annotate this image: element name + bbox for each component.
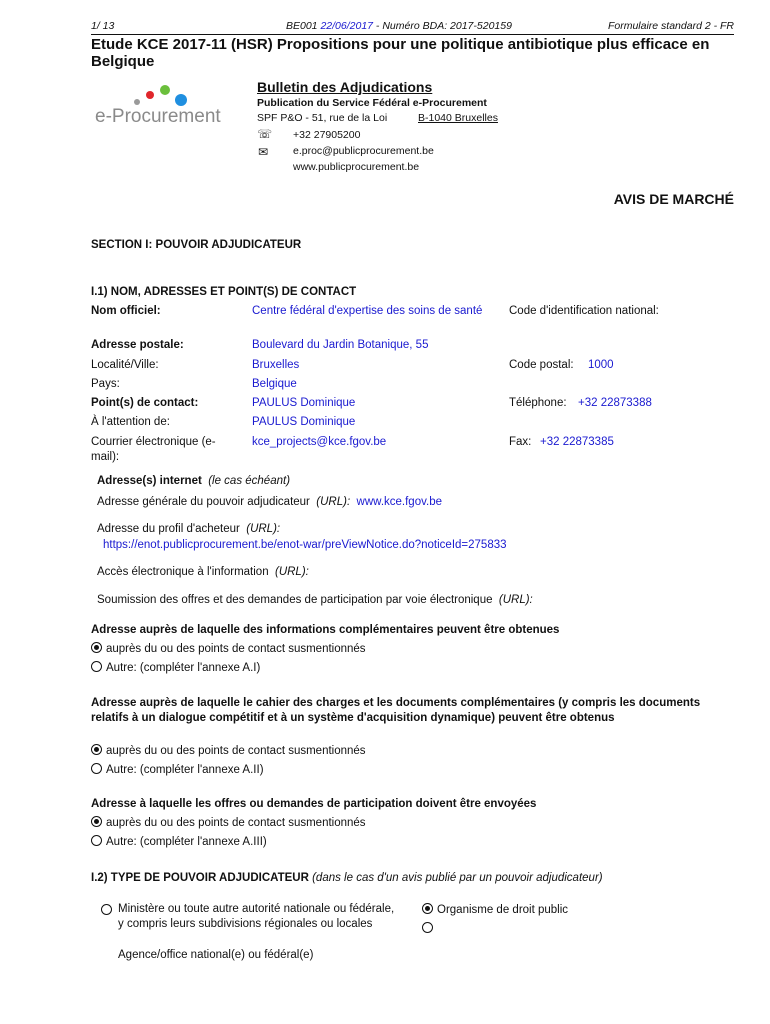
country-value: Belgique <box>252 378 297 390</box>
info-option-contact[interactable]: auprès du ou des points de contact susmentionnés <box>91 642 366 655</box>
official-name-value: Centre fédéral d'expertise des soins de santé <box>252 305 483 317</box>
section-i2-heading: I.2) TYPE DE POUVOIR ADJUDICATEUR (dans le cas d'un avis publié par un pouvoir adjudicateur) <box>91 872 603 884</box>
mail-icon: ✉ <box>258 145 269 159</box>
city-value: Bruxelles <box>252 359 300 371</box>
buyer-profile-label: Adresse du profil d'acheteur (URL): <box>97 523 281 535</box>
attention-label: À l'attention de: <box>91 416 170 428</box>
bulletin-web[interactable]: www.publicprocurement.be <box>293 161 420 173</box>
e-procurement-logo <box>95 85 225 130</box>
bulletin-title: Bulletin des Adjudications <box>257 79 433 95</box>
radio-blank[interactable] <box>422 922 437 935</box>
postcode-value: 1000 <box>588 359 614 371</box>
send-option-contact[interactable]: auprès du ou des points de contact susmentionnés <box>91 816 366 829</box>
radio-ministry[interactable] <box>101 904 116 917</box>
docs-option-other[interactable]: Autre: (compléter l'annexe A.II) <box>91 763 264 776</box>
contact-value: PAULUS Dominique <box>252 397 356 409</box>
buyer-profile-link[interactable]: https://enot.publicprocurement.be/enot-war/preViewNotice.do?noticeId=275833 <box>103 539 507 551</box>
subsection-heading: I.1) NOM, ADRESSES ET POINT(S) DE CONTACT <box>91 286 357 298</box>
logo-text: e-Procurement <box>95 106 221 127</box>
bulletin-city: B-1040 Bruxelles <box>418 112 498 124</box>
contact-label: Point(s) de contact: <box>91 397 199 409</box>
access-info-row: Accès électronique à l'information (URL): <box>97 566 309 578</box>
bulletin-subtitle: Publication du Service Fédéral e-Procurement <box>257 97 487 109</box>
docs-heading: Adresse auprès de laquelle le cahier des charges et les documents complémentaires (y compris les documents relatifs à un dialogue compétitif et à un système d'acquisition dynamique) peuvent être obtenus <box>91 697 701 724</box>
notice-ref: BE001 22/06/2017 - Numéro BDA: 2017-520159 <box>286 20 512 32</box>
option-public-law[interactable]: Organisme de droit public <box>422 903 568 916</box>
info-heading: Adresse auprès de laquelle des informations complémentaires peuvent être obtenues <box>91 624 560 636</box>
fax-label: Fax: <box>509 436 532 448</box>
radio-unchecked-icon[interactable] <box>91 661 102 672</box>
radio-checked-icon[interactable] <box>91 816 102 827</box>
submission-row: Soumission des offres et des demandes de participation par voie électronique (URL): <box>97 594 533 606</box>
postcode-label: Code postal: <box>509 359 574 371</box>
general-url-link[interactable]: www.kce.fgov.be <box>356 496 442 508</box>
email-label: Courrier électronique (e-mail): <box>91 436 216 463</box>
document-title: Etude KCE 2017-11 (HSR) Propositions pour une politique antibiotique plus efficace en Belgique <box>91 36 710 70</box>
fax-value: +32 22873385 <box>540 436 614 448</box>
tel-value: +32 22873388 <box>578 397 652 409</box>
radio-unchecked-icon[interactable] <box>91 835 102 846</box>
bulletin-address: SPF P&O - 51, rue de la Loi <box>257 112 388 124</box>
radio-checked-icon[interactable] <box>91 642 102 653</box>
send-heading: Adresse à laquelle les offres ou demandes de participation doivent être envoyées <box>91 798 537 810</box>
national-id-label: Code d'identification national: <box>509 305 659 317</box>
postal-value: Boulevard du Jardin Botanique, 55 <box>252 339 429 351</box>
notice-type: AVIS DE MARCHÉ <box>613 191 734 207</box>
page-header <box>91 20 734 35</box>
phone-icon: ☏ <box>257 127 273 141</box>
email-value[interactable]: kce_projects@kce.fgov.be <box>252 436 387 448</box>
docs-option-contact[interactable]: auprès du ou des points de contact susmentionnés <box>91 744 366 757</box>
bulletin-email[interactable]: e.proc@publicprocurement.be <box>293 145 434 157</box>
page-number: 1/ 13 <box>91 20 115 32</box>
radio-unchecked-icon[interactable] <box>422 922 433 933</box>
official-name-label: Nom officiel: <box>91 305 161 317</box>
radio-unchecked-icon[interactable] <box>101 904 112 915</box>
radio-checked-icon[interactable] <box>91 744 102 755</box>
form-type: Formulaire standard 2 - FR <box>607 20 734 32</box>
attention-value: PAULUS Dominique <box>252 416 356 428</box>
section-heading: SECTION I: POUVOIR ADJUDICATEUR <box>91 239 302 251</box>
option-agency-label: Agence/office national(e) ou fédéral(e) <box>118 949 314 961</box>
radio-checked-icon[interactable] <box>422 903 433 914</box>
send-option-other[interactable]: Autre: (compléter l'annexe A.III) <box>91 835 267 848</box>
country-label: Pays: <box>91 378 120 390</box>
radio-unchecked-icon[interactable] <box>91 763 102 774</box>
general-url-row: Adresse générale du pouvoir adjudicateur (URL): www.kce.fgov.be <box>97 496 442 508</box>
bulletin-phone: +32 27905200 <box>293 129 361 141</box>
option-ministry-label: Ministère ou toute autre autorité nationale ou fédérale, y compris leurs subdivisions régionales ou locales <box>118 903 395 930</box>
postal-label: Adresse postale: <box>91 339 184 351</box>
internet-heading: Adresse(s) internet (le cas échéant) <box>97 475 291 487</box>
info-option-other[interactable]: Autre: (compléter l'annexe A.I) <box>91 661 260 674</box>
tel-label: Téléphone: <box>509 397 567 409</box>
city-label: Localité/Ville: <box>91 359 159 371</box>
